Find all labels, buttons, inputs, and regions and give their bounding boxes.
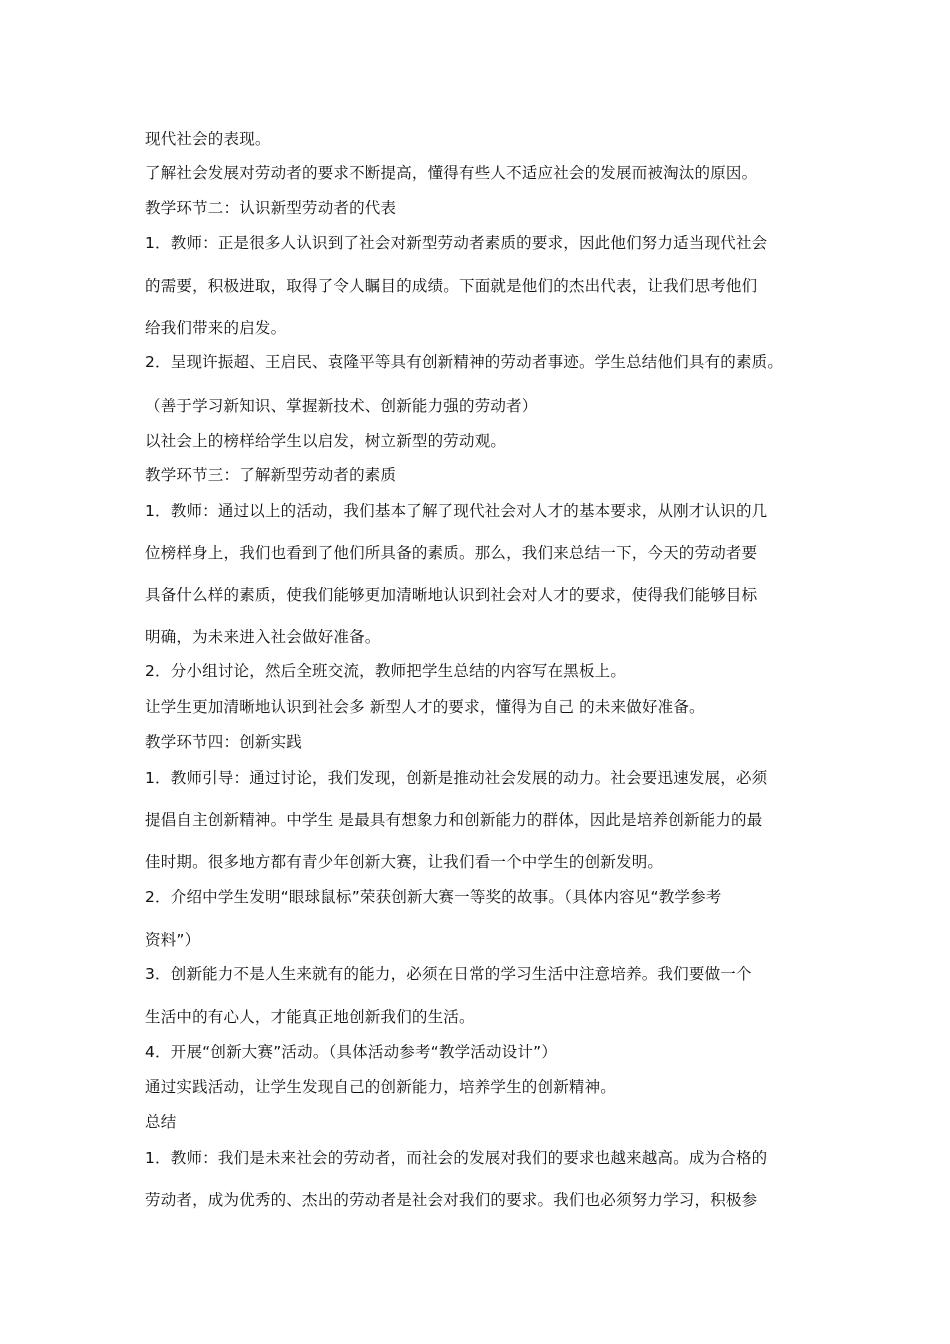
text-line: 3．创新能力不是人生来就有的能力，必须在日常的学习生活中注意培养。我们要做一个 — [145, 965, 752, 983]
text-line: 明确，为未来进入社会做好准备。 — [145, 628, 381, 646]
text-line: 具备什么样的素质，使我们能够更加清晰地认识到社会对人才的要求，使得我们能够目标 — [145, 586, 758, 604]
text-line: 让学生更加清晰地认识到社会多 新型人才的要求，懂得为自己 的未来做好准备。 — [145, 698, 705, 716]
text-line: 通过实践活动，让学生发现自己的创新能力，培养学生的创新精神。 — [145, 1078, 617, 1096]
text-line: 1．教师：我们是未来社会的劳动者，而社会的发展对我们的要求也越来越高。成为合格的 — [145, 1149, 768, 1167]
text-line: 了解社会发展对劳动者的要求不断提高，懂得有些人不适应社会的发展而被淘汰的原因。 — [145, 164, 758, 182]
text-line: 2．介绍中学生发明“眼球鼠标”荣获创新大赛一等奖的故事。（具体内容见“教学参考 — [145, 888, 722, 906]
text-line: 现代社会的表现。 — [145, 130, 271, 148]
text-line: 1．教师：通过以上的活动，我们基本了解了现代社会对人才的基本要求，从刚才认识的几 — [145, 502, 768, 520]
text-line: 资料”） — [145, 931, 201, 949]
text-line: 提倡自主创新精神。中学生 是最具有想象力和创新能力的群体，因此是培养创新能力的最 — [145, 811, 763, 829]
text-line: 劳动者，成为优秀的、杰出的劳动者是社会对我们的要求。我们也必须努力学习，积极参 — [145, 1191, 758, 1209]
text-line: 以社会上的榜样给学生以启发，树立新型的劳动观。 — [145, 432, 507, 450]
text-line: 的需要，积极进取，取得了令人瞩目的成绩。下面就是他们的杰出代表，让我们思考他们 — [145, 277, 758, 295]
text-line: 生活中的有心人，才能真正地创新我们的生活。 — [145, 1008, 475, 1026]
text-line: 2．呈现许振超、王启民、袁隆平等具有创新精神的劳动者事迹。学生总结他们具有的素质。 — [145, 353, 784, 371]
section-heading: 教学环节二：认识新型劳动者的代表 — [145, 199, 397, 217]
text-line: 4．开展“创新大赛”活动。（具体活动参考“教学活动设计”） — [145, 1043, 558, 1061]
section-heading: 教学环节三：了解新型劳动者的素质 — [145, 466, 397, 484]
text-line: 2．分小组讨论，然后全班交流，教师把学生总结的内容写在黑板上。 — [145, 662, 627, 680]
section-heading: 教学环节四：创新实践 — [145, 733, 303, 751]
text-line: 位榜样身上，我们也看到了他们所具备的素质。那么，我们来总结一下，今天的劳动者要 — [145, 544, 758, 562]
text-line: 1．教师：正是很多人认识到了社会对新型劳动者素质的要求，因此他们努力适当现代社会 — [145, 234, 768, 252]
text-line: （善于学习新知识、掌握新技术、创新能力强的劳动者） — [145, 397, 538, 415]
text-line: 给我们带来的启发。 — [145, 319, 287, 337]
text-line: 佳时期。很多地方都有青少年创新大赛，让我们看一个中学生的创新发明。 — [145, 853, 664, 871]
section-heading: 总结 — [145, 1113, 177, 1131]
text-line: 1．教师引导：通过讨论，我们发现，创新是推动社会发展的动力。社会要迅速发展，必须 — [145, 769, 768, 787]
